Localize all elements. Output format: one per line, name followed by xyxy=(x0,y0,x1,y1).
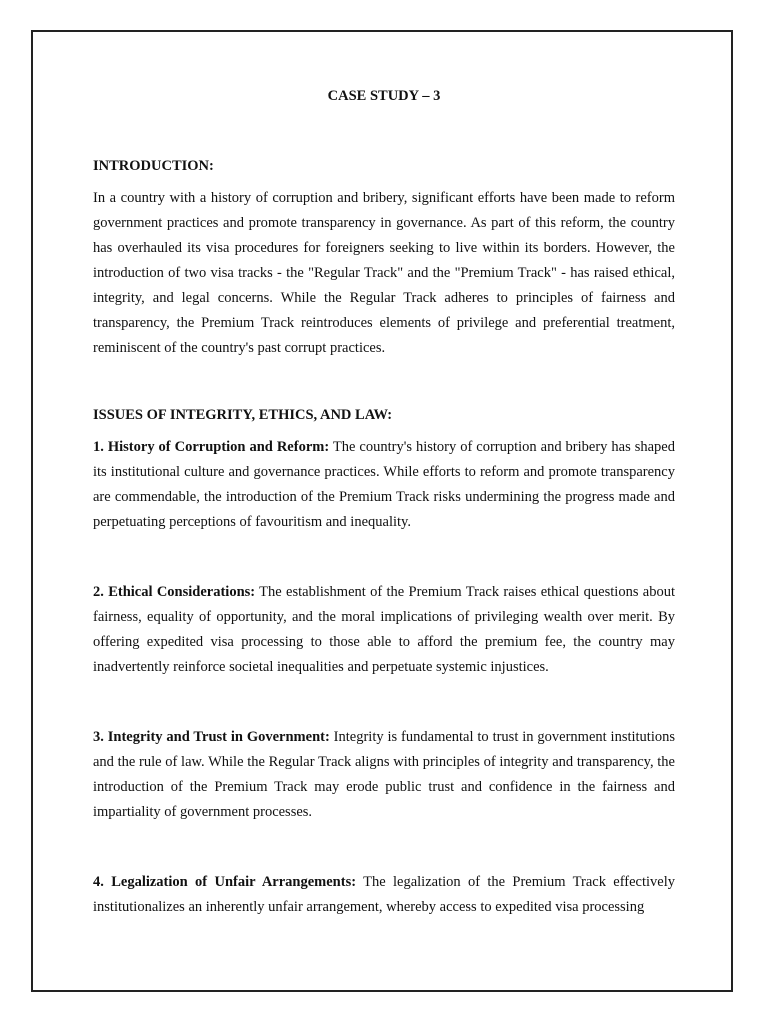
issue-paragraph-1 xyxy=(93,435,675,535)
issue-text-3: Integrity is fundamental to trust in government institutions and the rule of law. While the Regular Track aligns with principles of integrity and transparency, the introduction of the Premium Track may erode public trust and confidence in the fairness and impartiality of government processes. xyxy=(93,729,675,820)
document-title: CASE STUDY – 3 xyxy=(327,88,441,104)
issue-label-3: 3. Integrity and Trust in Government: xyxy=(93,729,330,745)
issue-label-2: 2. Ethical Considerations: xyxy=(93,584,256,600)
issue-text-1: The country's history of corruption and bribery has shaped its institutional culture and governance practices. While efforts to reform and promote transparency are commendable, the introduction of the Premium Track risks undermining the progress made and perpetuating perceptions of favouritism and inequality. xyxy=(93,439,675,530)
document-body xyxy=(93,86,675,920)
issue-label-4: 4. Legalization of Unfair Arrangements: xyxy=(93,874,357,890)
introduction-heading: INTRODUCTION: xyxy=(93,158,214,174)
issue-paragraph-4 xyxy=(93,870,675,920)
issue-text-2: The establishment of the Premium Track raises ethical questions about fairness, equality of opportunity, and the moral implications of privileging wealth over merit. By offering expedited visa processing to those able to afford the premium fee, the country may inadvertently reinforce societal inequalities and perpetuate systemic injustices. xyxy=(93,584,676,675)
issue-text-4: The legalization of the Premium Track effectively institutionalizes an inherently unfair arrangement, whereby access to expedited visa processing xyxy=(93,874,675,915)
issues-heading: ISSUES OF INTEGRITY, ETHICS, AND LAW: xyxy=(93,407,393,423)
issue-paragraph-3 xyxy=(93,725,675,825)
issue-label-1: 1. History of Corruption and Reform: xyxy=(93,439,330,455)
introduction-paragraph: In a country with a history of corruption and bribery, significant efforts have been made to reform government practices and promote transparency in governance. As part of this reform, the country has overhauled its visa procedures for foreigners seeking to live within its borders. However, the introduction of two visa tracks - the "Regular Track" and the "Premium Track" - has raised ethical, integrity, and legal concerns. While the Regular Track adheres to principles of fairness and transparency, the Premium Track reintroduces elements of privilege and preferential treatment, reminiscent of the country's past corrupt practices. xyxy=(93,190,675,356)
issue-paragraph-2 xyxy=(93,580,675,680)
